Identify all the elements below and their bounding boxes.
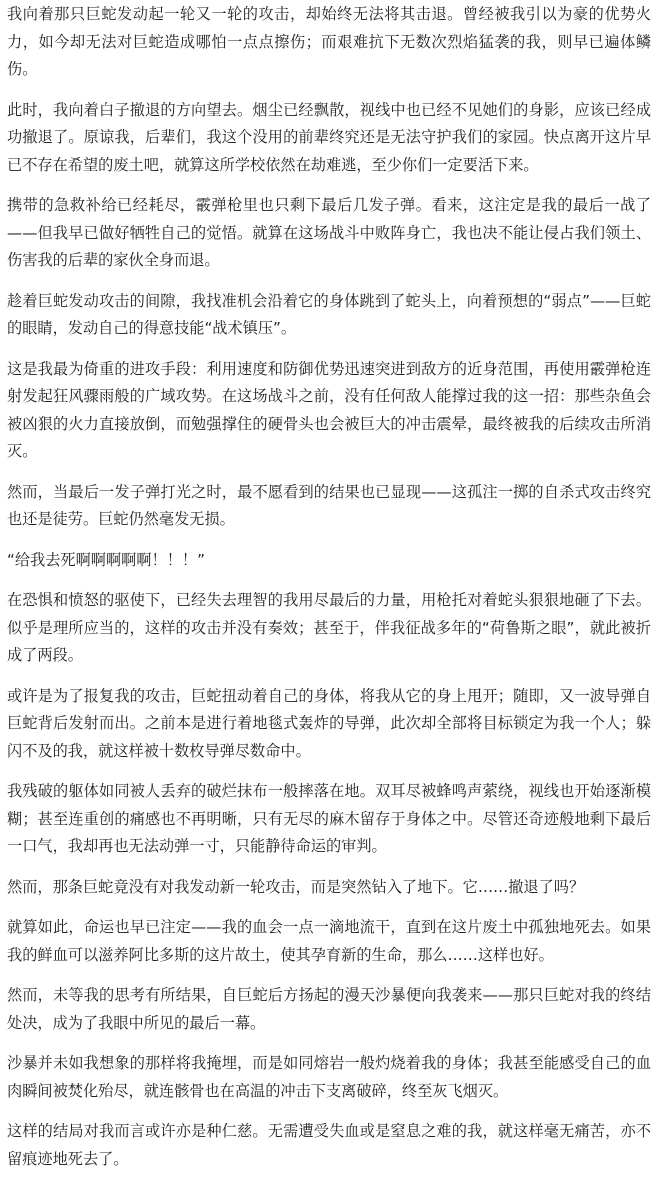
paragraph-15: 这样的结局对我而言或许亦是种仁慈。无需遭受失血或是窒息之难的我，就这样毫无痛苦，亦不留痕迹地死去了。 bbox=[7, 1122, 651, 1168]
paragraph-14: 沙暴并未如我想象的那样将我掩埋，而是如同熔岩一般灼烧着我的身体；我甚至能感受自己的血肉瞬间被焚化殆尽，就连骸骨也在高温的冲击下支离破碎，终至灰飞烟灭。 bbox=[7, 1054, 651, 1100]
paragraph-13: 然而，未等我的思考有所结果，自巨蛇后方扬起的漫天沙暴便向我袭来——那只巨蛇对我的终结处决，成为了我眼中所见的最后一幕。 bbox=[7, 986, 651, 1032]
paragraph-2: 此时，我向着白子撤退的方向望去。烟尘已经飘散，视线中也已经不见她们的身影，应该已经成功撤退了。原谅我，后辈们，我这个没用的前辈终究还是无法守护我们的家园。快点离开这片早已不存在希望的废土吧，就算这所学校依然在劫难逃，至少你们一定要活下来。 bbox=[7, 100, 651, 174]
paragraph-6: 然而，当最后一发子弹打光之时，最不愿看到的结果也已显现——这孤注一掷的自杀式攻击终究也还是徒劳。巨蛇仍然毫发无损。 bbox=[7, 482, 651, 528]
paragraph-9: 或许是为了报复我的攻击，巨蛇扭动着自己的身体，将我从它的身上甩开；随即，又一波导弹自巨蛇背后发射而出。之前本是进行着地毯式轰炸的导弹，此次却全部将目标锁定为我一个人；躲闪不及的我，就这样被十数枚导弹尽数命中。 bbox=[7, 686, 651, 760]
paragraph-10: 我残破的躯体如同被人丢弃的破烂抹布一般摔落在地。双耳尽被蜂鸣声萦绕，视线也开始逐渐模糊；甚至连重创的痛感也不再明晰，只有无尽的麻木留存于身体之中。尽管还奇迹般地剩下最后一口气，我却再也无法动弹一寸，只能静待命运的审判。 bbox=[7, 782, 651, 855]
paragraph-7-dialogue: “给我去死啊啊啊啊啊！！！” bbox=[7, 550, 205, 569]
paragraph-8: 在恐惧和愤怒的驱使下，已经失去理智的我用尽最后的力量，用枪托对着蛇头狠狠地砸了下去。似乎是理所应当的，这样的攻击并没有奏效；甚至于，伴我征战多年的“荷鲁斯之眼”，就此被折成了两段。 bbox=[7, 591, 651, 664]
paragraph-12: 就算如此，命运也早已注定——我的血会一点一滴地流干，直到在这片废土中孤独地死去。如果我的鲜血可以滋养阿比多斯的这片故土，使其孕育新的生命，那么……这样也好。 bbox=[7, 918, 651, 964]
paragraph-3: 携带的急救补给已经耗尽，霰弹枪里也只剩下最后几发子弹。看来，这注定是我的最后一战了——但我早已做好牺牲自己的觉悟。就算在这场战斗中败阵身亡，我也决不能让侵占我们领土、伤害我的后辈的家伙全身而退。 bbox=[7, 196, 651, 269]
paragraph-5: 这是我最为倚重的进攻手段：利用速度和防御优势迅速突进到敌方的近身范围，再使用霰弹枪连射发起狂风骤雨般的广域攻势。在这场战斗之前，没有任何敌人能撑过我的这一招：那些杂鱼会被凶狠的火力直接放倒，而勉强撑住的硬骨头也会被巨大的冲击震晕，最终被我的后续攻击所消灭。 bbox=[7, 359, 651, 460]
paragraph-1: 我向着那只巨蛇发动起一轮又一轮的攻击，却始终无法将其击退。曾经被我引以为豪的优势火力，如今却无法对巨蛇造成哪怕一点点擦伤；而艰难抗下无数次烈焰猛袭的我，则早已遍体鳞伤。 bbox=[7, 5, 651, 78]
paragraph-11: 然而，那条巨蛇竟没有对我发动新一轮攻击，而是突然钻入了地下。它……撤退了吗？ bbox=[7, 877, 585, 896]
paragraph-4: 趁着巨蛇发动攻击的间隙，我找准机会沿着它的身体跳到了蛇头上，向着预想的“弱点”——巨蛇的眼睛，发动自己的得意技能“战术镇压”。 bbox=[7, 291, 651, 337]
